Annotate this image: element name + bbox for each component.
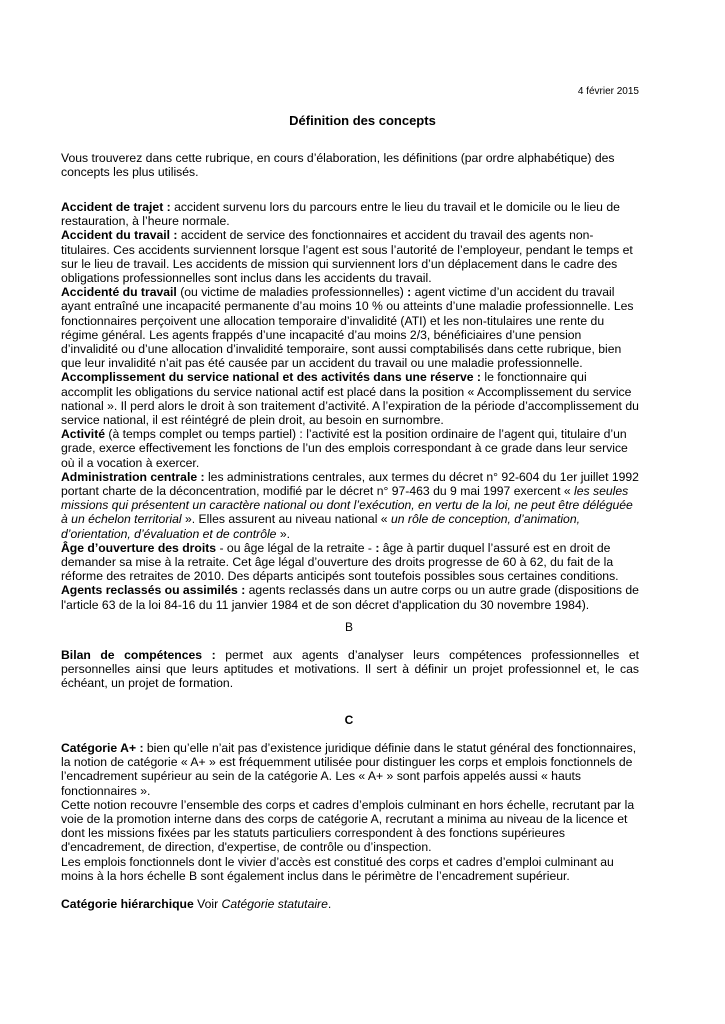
definition-part: ». Elles assurent au niveau national «: [181, 512, 391, 527]
intro-paragraph: [61, 151, 639, 179]
entry-categorie-a-plus: [61, 741, 639, 798]
term: Accidenté du travail: [61, 285, 177, 300]
entry-accidente-travail: [61, 285, 639, 370]
definition: (à temps complet ou temps partiel) : l’activité est la position ordinaire de l’agent qui, titulaire d’un grade, exerce effectivement les fonctions de l’un des emplois correspondant à ce grade dans leur service où il a vocation à exercer.: [61, 427, 628, 470]
definition: accident de service des fonctionnaires et accident du travail des agents non-titulaires. Ces accidents surviennent lorsque l’agent est sous l’autorité de l’employeur, pendant le temps et sur le lieu de travail. Les accidents de mission qui surviennent lors d’un déplacement dans le cadre des obligations professionnelles sont inclus dans les accidents du travail.: [61, 228, 633, 286]
categorie-a-plus-paragraph-2: Cette notion recouvre l’ensemble des corps et cadres d’emplois culminant en hors échelle, recrutant par la voie de la promotion interne dans des corps de catégorie A, recrutant a minima au niveau de la licence et dont les missions fixées par les statuts particuliers correspondent à des fonctions supérieures d'encadrement, de direction, d'expertise, de contrôle ou d’inspection.: [61, 797, 635, 855]
entry-accident-travail: [61, 228, 639, 285]
term: Âge d’ouverture des droits: [61, 540, 217, 555]
punctuation: .: [327, 897, 332, 912]
term-colon: :: [375, 540, 380, 555]
definition: permet aux agents d’analyser leurs compétences professionnelles et personnelles ainsi que leurs aptitudes et motivations. Il sert à définir un projet professionnel et, le cas échéant, un projet de formation.: [61, 648, 639, 691]
term: Accomplissement du service national et des activités dans une réserve :: [61, 370, 481, 385]
cross-reference: Catégorie statutaire: [221, 897, 328, 912]
section-letter-c: C: [344, 713, 354, 727]
section-a: [61, 200, 639, 612]
qualifier: - ou âge légal de la retraite -: [216, 540, 376, 555]
entry-administration-centrale: [61, 470, 639, 541]
term: Catégorie A+ :: [61, 741, 144, 755]
definition-part: les administrations centrales, aux termes du décret n° 92-604 du 1er juillet 1992 portant charte de la déconcentration, modifié par le décret n° 97-463 du 9 mai 1997 exercent «: [61, 469, 639, 499]
categorie-a-plus-paragraph-3: Les emplois fonctionnels dont le vivier d’accès est constitué des corps et cadres d’emploi culminant au moins à la hors échelle B sont également inclus dans le périmètre de l’encadrement supérieur.: [61, 854, 614, 883]
quote: un rôle de conception, d’animation, d’orientation, d’évaluation et de contrôle: [61, 512, 580, 541]
qualifier: (ou victime de maladies professionnelles): [176, 285, 408, 300]
term: Administration centrale :: [61, 469, 205, 484]
definition: le fonctionnaire qui accomplit les obligations du service national actif est placé dans la position « Accomplissement du service national ». Il perd alors le droit à son traitement d’activité. A l’expiration de la période d’accomplissement du service national, il est réintégré de plein droit, au besoin en surnombre.: [61, 370, 639, 428]
entry-agents-reclasses: [61, 583, 639, 611]
term: Bilan de compétences :: [61, 648, 216, 662]
entry-bilan-competences: [61, 648, 639, 691]
intro-text: Vous trouverez dans cette rubrique, en cours d’élaboration, les définitions (par ordre alphabétique) des concepts les plus utilisés.: [61, 151, 615, 180]
definition: bien qu’elle n’ait pas d’existence juridique définie dans le statut général des fonctionnaires, la notion de catégorie « A+ » est fréquemment utilisée pour distinguer les corps et emplois fonctionnels de l’encadrement supérieur au sein de la catégorie A. Les « A+ » sont parfois appelés aussi « hauts fonctionnaires ».: [61, 741, 637, 798]
section-b: [61, 648, 639, 691]
quote: les seules missions qui présentent un caractère national ou dont l’exécution, en vertu de la loi, ne peut être déléguée à un échelon territorial: [61, 484, 633, 527]
term-colon: :: [407, 285, 412, 300]
page-title: Définition des concepts: [289, 113, 436, 128]
entry-age-ouverture: [61, 541, 639, 584]
term: Accident de trajet :: [61, 200, 171, 214]
entry-accident-trajet: [61, 200, 639, 228]
term: Agents reclassés ou assimilés :: [61, 583, 246, 598]
entry-accomplissement: [61, 370, 639, 427]
entry-activite: [61, 427, 639, 470]
definition: Voir: [193, 897, 222, 912]
definition: âge à partir duquel l’assuré est en droit de demander sa mise à la retraite. Cet âge légal d’ouverture des droits progresse de 60 à 62, du fait de la réforme des retraites de 2010. Des départs anticipés sont toutefois possibles sous certaines conditions.: [61, 540, 619, 584]
definition-part: ».: [276, 526, 291, 541]
document-date: 4 février 2015: [577, 86, 639, 97]
section-letter-b: B: [344, 620, 353, 634]
term: Accident du travail :: [61, 228, 178, 243]
term: Catégorie hiérarchique: [61, 897, 194, 912]
term: Activité: [61, 427, 106, 442]
definition: agents reclassés dans un autre corps ou un autre grade (dispositions de l'article 63 de la loi 84-16 du 11 janvier 1984 et de son décret d'application du 30 novembre 1984).: [61, 583, 639, 612]
section-c: [61, 741, 639, 911]
definition: agent victime d’un accident du travail ayant entraîné une incapacité permanente d’au moins 10 % ou atteints d’une maladie professionnelle. Les fonctionnaires perçoivent une allocation temporaire d’invalidité (ATI) et les non-titulaires une rente du régime général. Les agents frappés d’une incapacité d’au moins 2/3, bénéficiaires d’une pension d’invalidité ou d’une allocation d’invalidité temporaire, sont aussi comptabilisés dans cette rubrique, bien que leur invalidité n’ait pas été causée par un accident du travail ou une maladie professionnelle.: [61, 285, 634, 371]
definition: accident survenu lors du parcours entre le lieu du travail et le domicile ou le lieu de restauration, à l’heure normale.: [61, 200, 620, 229]
entry-categorie-hierarchique: [61, 897, 639, 911]
